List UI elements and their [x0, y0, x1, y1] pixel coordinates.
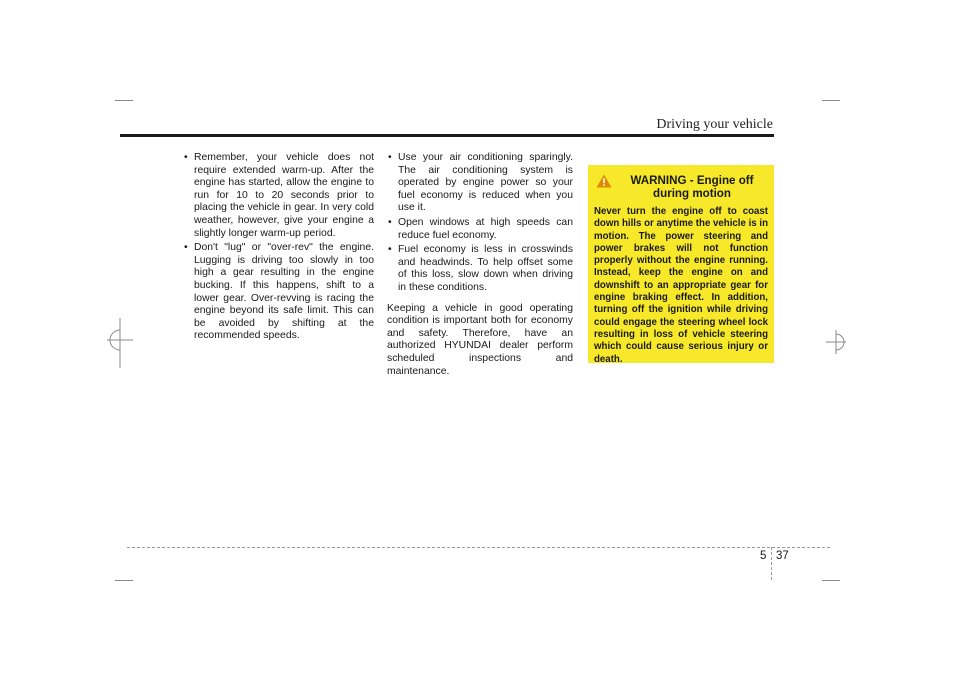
warning-triangle-icon [596, 174, 612, 188]
footer-rule [127, 547, 830, 548]
section-title: Driving your vehicle [656, 117, 773, 132]
warning-box [588, 165, 774, 363]
crop-mark-top-right [822, 100, 840, 101]
maintenance-paragraph: Keeping a vehicle in good operating condition is important both for economy and safety. Therefore, have an authorized HYUNDAI dealer perform scheduled inspections and maintenance. [387, 302, 573, 377]
warning-header [594, 174, 768, 200]
list-item: • Don't "lug" or "over-rev" the engine. Lugging is driving too slowly in too high a gear resulting in the engine bucking. If this happens, shift to a lower gear. Over-revving is racing the engine beyond its safe limit. This can be avoided by shifting at the recommended speeds. [183, 242, 374, 343]
section-number: 5 [760, 550, 767, 562]
warning-title: WARNING - Engine off during motion [630, 174, 754, 200]
left-bullet-list [183, 152, 374, 343]
registration-mark-left [105, 318, 135, 368]
crop-mark-top-left [115, 100, 133, 101]
registration-mark-right [826, 330, 846, 354]
list-item: • Open windows at high speeds can reduce fuel economy. [387, 217, 573, 242]
page-number: 37 [776, 550, 789, 562]
page-divider [771, 547, 772, 580]
middle-bullet-list [387, 152, 573, 295]
list-item: • Remember, your vehicle does not require extended warm-up. After the engine has started, allow the engine to run for 10 to 20 seconds prior to placing the vehicle in gear. In very cold weather, however, give your engine a slightly longer warm-up period. [183, 152, 374, 240]
left-column [183, 152, 374, 345]
warning-body: Never turn the engine off to coast down hills or anytime the vehicle is in motion. The power steering and power brakes will not function properly without the engine running. Instead, keep the engine on and downshift to an appropriate gear for engine braking effect. In addition, turning off the ignition while driving could engage the steering wheel lock resulting in loss of vehicle steering which could cause serious injury or death. [594, 206, 768, 365]
crop-mark-bottom-right [822, 580, 840, 581]
list-item: • Fuel economy is less in crosswinds and headwinds. To help offset some of this loss, slow down when driving in these conditions. [387, 244, 573, 294]
middle-column [387, 152, 573, 378]
header-rule [120, 134, 774, 137]
list-item: • Use your air conditioning sparingly. The air conditioning system is operated by engine power so your fuel economy is reduced when you use it. [387, 152, 573, 215]
crop-mark-bottom-left [115, 580, 133, 581]
